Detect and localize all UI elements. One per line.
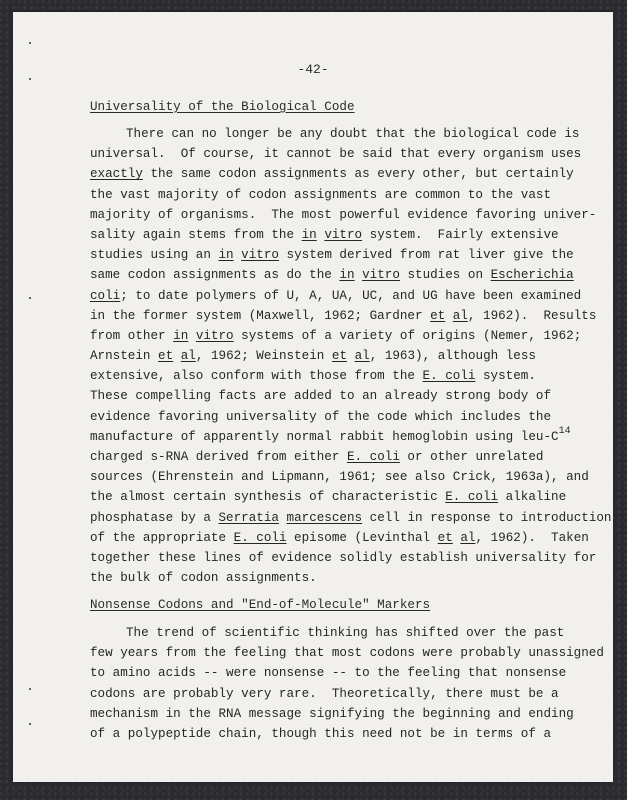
text-line <box>90 164 600 184</box>
text-line <box>90 663 600 683</box>
text-line <box>90 508 612 528</box>
text-run: , 1962). Taken <box>475 530 589 545</box>
text-line <box>90 643 604 663</box>
section-heading: Nonsense Codons and "End-of-Molecule" Markers <box>90 598 431 612</box>
underlined-text: E. coli <box>445 490 499 505</box>
text-line <box>90 205 600 225</box>
text-run: of the appropriate <box>90 530 234 545</box>
text-run: few years from the feeling that most codons were probably unassigned <box>90 646 604 661</box>
text-line <box>90 386 600 406</box>
text-run: together these lines of evidence solidly establish universality for <box>90 550 597 565</box>
text-line <box>90 346 600 366</box>
underlined-text: et <box>430 308 446 323</box>
underlined-text: E. coli <box>346 450 400 464</box>
underlined-text: al <box>354 349 370 364</box>
text-run: , 1962). Results <box>467 308 597 323</box>
text-run: systems of a variety of origins (Nemer, 1962; <box>233 328 582 343</box>
text-line <box>90 185 600 205</box>
text-line <box>90 366 600 386</box>
text-run: from other <box>90 328 174 343</box>
text-line <box>90 326 600 346</box>
section-body <box>90 124 612 588</box>
text-run: in the former system (Maxwell, 1962; Gardner <box>90 308 431 323</box>
section-body <box>90 623 604 744</box>
underlined-text: vitro <box>324 227 363 242</box>
text-run: charged s-RNA derived from either <box>90 450 347 464</box>
text-run: system. Fairly extensive <box>362 227 559 242</box>
text-run: These compelling facts are added to an already strong body of <box>90 389 552 404</box>
text-line <box>90 548 600 568</box>
underlined-text: vitro <box>195 328 234 343</box>
text-line <box>90 407 600 427</box>
text-run: of a polypeptide chain, though this need not be in terms of a <box>90 726 552 741</box>
text-line <box>90 467 600 487</box>
text-run: or other unrelated <box>399 450 544 464</box>
underlined-text: al <box>180 349 196 364</box>
margin-mark <box>29 42 31 44</box>
text-line <box>90 306 600 326</box>
text-run: extensive, also conform with those from the <box>90 369 423 384</box>
underlined-text: vitro <box>362 268 400 283</box>
text-line <box>90 286 600 306</box>
underlined-text: Serratia <box>218 510 279 525</box>
text-run: episome (Levinthal <box>286 530 438 545</box>
text-run: ; to date polymers of U, A, UA, UC, and UG have been examined <box>120 288 582 303</box>
text-run: sources (Ehrenstein and Lipmann, 1961; see also Crick, 1963a), and <box>90 470 589 485</box>
text-run: to amino acids -- were nonsense -- to the feeling that nonsense <box>90 666 567 681</box>
text-run <box>188 329 196 343</box>
text-run: , 1962; Weinstein <box>195 349 332 364</box>
text-run: phosphatase by a <box>90 510 219 525</box>
underlined-text: et <box>437 530 453 545</box>
text-run <box>445 309 453 323</box>
underlined-text: in <box>339 268 355 283</box>
underlined-text: marcescens <box>286 510 363 525</box>
text-line <box>90 487 600 507</box>
text-line <box>90 427 600 447</box>
underlined-text: in <box>218 248 234 263</box>
text-run: cell in response to introduction <box>362 510 612 525</box>
underlined-text: in <box>301 227 317 242</box>
underlined-text: in <box>173 328 189 343</box>
text-line <box>90 225 600 245</box>
text-run: the same codon assignments as every other, but certainly <box>142 167 574 182</box>
text-run: majority of organisms. The most powerful evidence favoring univer- <box>90 207 597 222</box>
text-run: mechanism in the RNA message signifying the beginning and ending <box>90 706 574 721</box>
text-run <box>173 349 181 363</box>
text-run: system. <box>475 369 536 384</box>
text-run: same codon assignments as do the <box>90 268 340 283</box>
text-run: codons are probably very rare. Theoretically, there must be a <box>90 686 559 701</box>
text-line <box>90 265 600 285</box>
page-number: -42- <box>297 62 329 77</box>
text-line <box>90 528 600 548</box>
underlined-text: exactly <box>90 167 143 182</box>
margin-mark <box>29 78 31 80</box>
text-run: alkaline <box>498 490 567 505</box>
text-run: , 1963), although less <box>369 349 536 364</box>
text-line <box>90 245 600 265</box>
text-line <box>90 684 600 704</box>
underlined-text: et <box>331 349 348 364</box>
text-run: the almost certain synthesis of characteristic <box>90 490 446 505</box>
underlined-text: E. coli <box>233 530 287 545</box>
text-run: the bulk of codon assignments. <box>90 571 317 586</box>
text-run: There can no longer be any doubt that the biological code is <box>126 127 580 141</box>
underlined-text: E. coli <box>422 369 476 384</box>
text-line <box>90 447 600 467</box>
text-run <box>355 268 363 282</box>
text-run: studies using an <box>90 248 219 263</box>
text-run: universal. Of course, it cannot be said that every organism uses <box>90 147 582 162</box>
underlined-text: coli <box>90 288 121 303</box>
underlined-text: al <box>452 308 468 323</box>
text-run <box>347 349 355 363</box>
margin-mark <box>29 297 31 299</box>
document-page <box>13 12 613 782</box>
text-line <box>90 144 600 164</box>
text-line <box>90 704 600 724</box>
underlined-text: et <box>158 349 174 364</box>
margin-mark <box>29 723 31 725</box>
text-run: evidence favoring universality of the code which includes the <box>90 409 552 424</box>
underlined-text: Escherichia <box>490 268 574 283</box>
text-run: Arnstein <box>90 349 159 364</box>
text-run: system derived from rat liver give the <box>278 248 574 263</box>
text-run: manufacture of apparently normal rabbit hemoglobin using leu-C <box>90 429 559 444</box>
text-run: the vast majority of codon assignments are common to the vast <box>90 187 552 202</box>
text-line <box>90 124 600 144</box>
text-run: The trend of scientific thinking has shifted over the past <box>126 626 565 640</box>
text-line <box>90 623 600 643</box>
margin-mark <box>29 688 31 690</box>
underlined-text: al <box>460 530 476 545</box>
section-heading: Universality of the Biological Code <box>90 100 355 114</box>
superscript: 14 <box>558 425 571 437</box>
underlined-text: vitro <box>241 248 279 263</box>
text-line <box>90 568 600 588</box>
text-run: studies on <box>399 268 491 283</box>
text-run: sality again stems from the <box>90 227 302 242</box>
text-line <box>90 724 600 744</box>
text-run <box>279 511 287 525</box>
